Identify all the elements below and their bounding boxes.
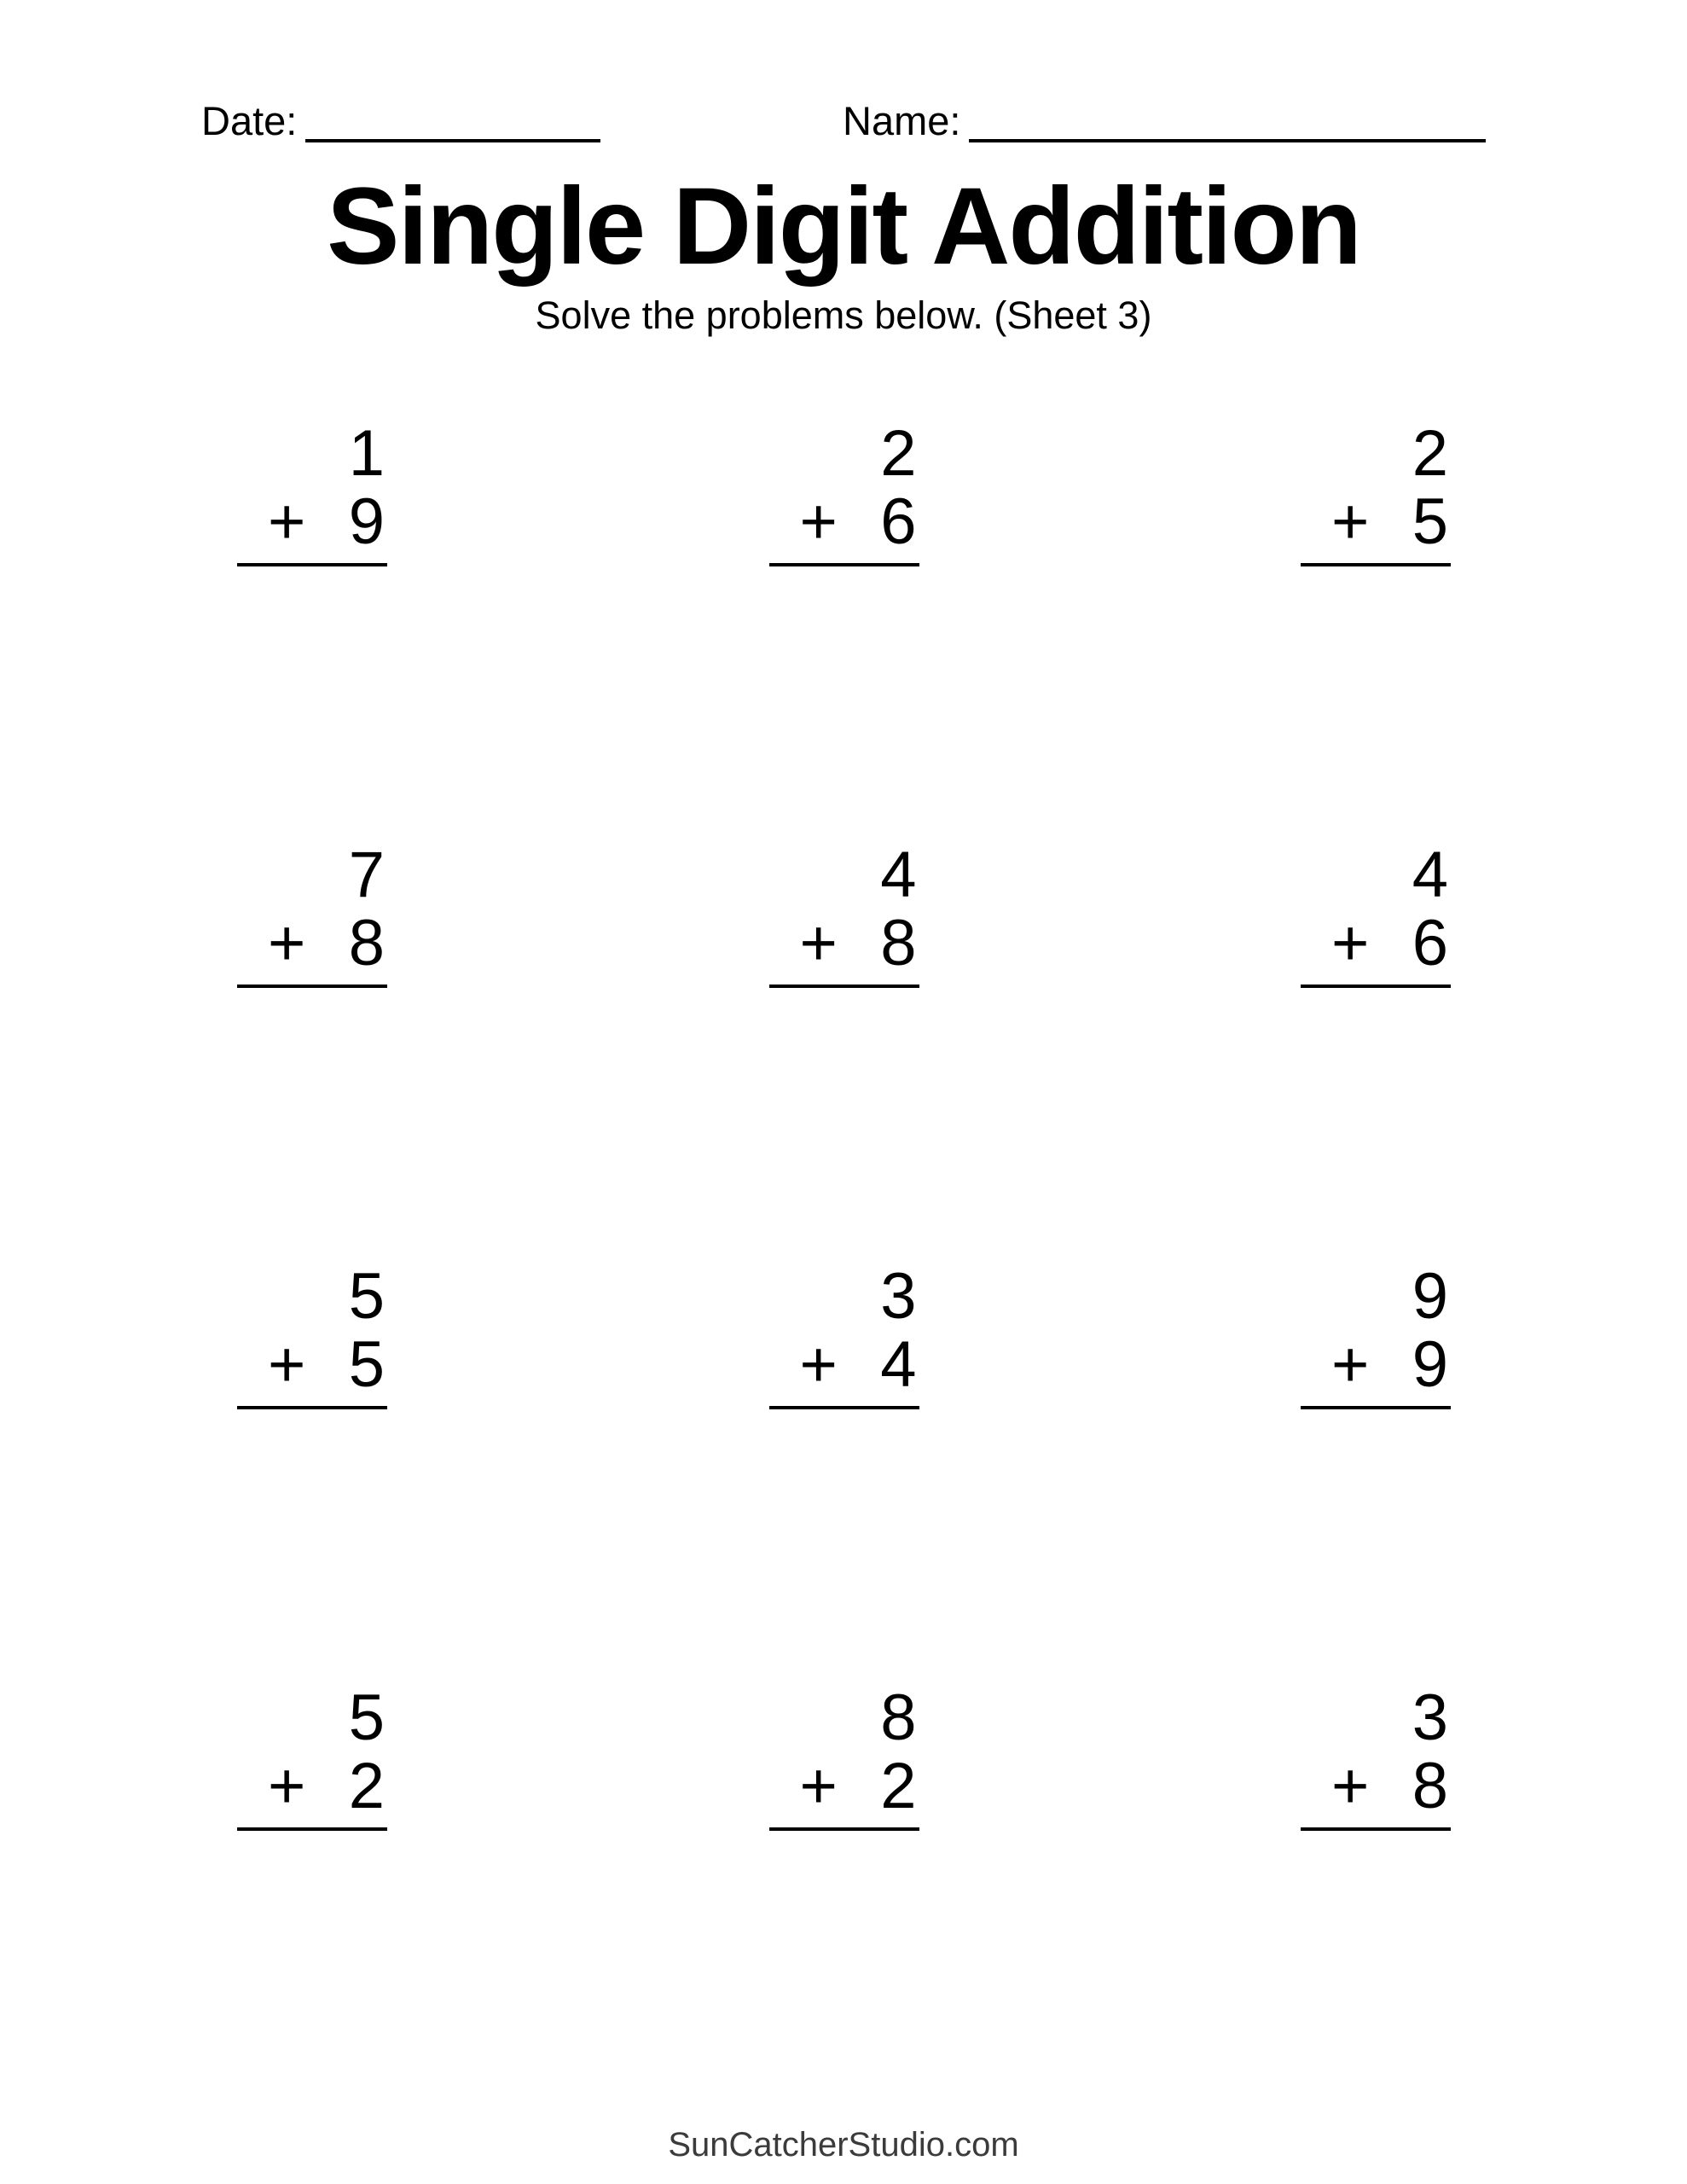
top-addend: 3 <box>880 1260 917 1333</box>
worksheet-subtitle: Solve the problems below. (Sheet 3) <box>535 293 1152 337</box>
plus-sign: + <box>1331 485 1370 558</box>
top-addend: 9 <box>1412 1260 1448 1333</box>
addition-problem-6 <box>1301 841 1451 988</box>
plus-sign: + <box>799 1750 838 1822</box>
plus-sign: + <box>799 907 838 979</box>
name-field <box>843 99 1486 143</box>
answer-line <box>237 1827 387 1831</box>
bottom-addend: 8 <box>348 907 385 979</box>
top-addend: 2 <box>880 417 917 490</box>
top-addend: 5 <box>348 1260 385 1333</box>
bottom-addend: 9 <box>348 485 385 558</box>
top-addend: 3 <box>1412 1682 1448 1754</box>
bottom-row <box>1301 1328 1451 1401</box>
date-field <box>201 99 600 143</box>
bottom-addend: 2 <box>880 1750 917 1822</box>
plus-sign: + <box>1331 907 1370 979</box>
bottom-addend: 6 <box>880 485 917 558</box>
plus-sign: + <box>268 907 306 979</box>
bottom-row <box>769 485 919 558</box>
bottom-addend: 4 <box>880 1328 917 1401</box>
answer-line <box>1301 563 1451 566</box>
plus-sign: + <box>268 485 306 558</box>
bottom-addend: 2 <box>348 1750 385 1822</box>
addition-problem-4 <box>237 841 387 988</box>
answer-line <box>237 985 387 988</box>
answer-line <box>1301 985 1451 988</box>
worksheet-title: Single Digit Addition <box>327 166 1360 288</box>
bottom-row <box>237 909 387 978</box>
bottom-row <box>769 1328 919 1401</box>
name-label: Name: <box>843 98 961 143</box>
footer-credit: SunCatcherStudio.com <box>668 2126 1019 2164</box>
bottom-row <box>769 909 919 978</box>
bottom-addend: 6 <box>1412 907 1448 979</box>
addition-problem-10 <box>237 1684 387 1831</box>
top-addend: 1 <box>348 417 385 490</box>
plus-sign: + <box>799 485 838 558</box>
plus-sign: + <box>268 1328 306 1401</box>
addition-problem-5 <box>769 841 919 988</box>
bottom-row <box>1301 909 1451 978</box>
addition-problem-9 <box>1301 1260 1451 1409</box>
top-addend: 8 <box>880 1682 917 1754</box>
addition-problem-8 <box>769 1260 919 1409</box>
date-label: Date: <box>201 98 298 143</box>
bottom-addend: 5 <box>1412 485 1448 558</box>
problems-grid <box>237 417 1451 1831</box>
addition-problem-7 <box>237 1260 387 1409</box>
answer-line <box>769 985 919 988</box>
top-addend: 5 <box>348 1682 385 1754</box>
bottom-row <box>237 1752 387 1821</box>
answer-line <box>1301 1827 1451 1831</box>
name-blank-line <box>969 100 1486 142</box>
bottom-row <box>769 1752 919 1821</box>
answer-line <box>237 1406 387 1409</box>
answer-line <box>769 563 919 566</box>
addition-problem-3 <box>1301 417 1451 566</box>
addition-problem-1 <box>237 417 387 566</box>
bottom-row <box>237 485 387 558</box>
top-addend: 7 <box>348 839 385 911</box>
addition-problem-11 <box>769 1684 919 1831</box>
answer-line <box>1301 1406 1451 1409</box>
bottom-addend: 8 <box>1412 1750 1448 1822</box>
top-addend: 4 <box>880 839 917 911</box>
plus-sign: + <box>268 1750 306 1822</box>
bottom-row <box>1301 485 1451 558</box>
answer-line <box>237 563 387 566</box>
plus-sign: + <box>1331 1750 1370 1822</box>
bottom-addend: 9 <box>1412 1328 1448 1401</box>
answer-line <box>769 1406 919 1409</box>
bottom-addend: 5 <box>348 1328 385 1401</box>
date-blank-line <box>305 100 600 142</box>
addition-problem-12 <box>1301 1684 1451 1831</box>
bottom-row <box>237 1328 387 1401</box>
plus-sign: + <box>799 1328 838 1401</box>
answer-line <box>769 1827 919 1831</box>
addition-problem-2 <box>769 417 919 566</box>
bottom-addend: 8 <box>880 907 917 979</box>
plus-sign: + <box>1331 1328 1370 1401</box>
bottom-row <box>1301 1752 1451 1821</box>
top-addend: 4 <box>1412 839 1448 911</box>
top-addend: 2 <box>1412 417 1448 490</box>
